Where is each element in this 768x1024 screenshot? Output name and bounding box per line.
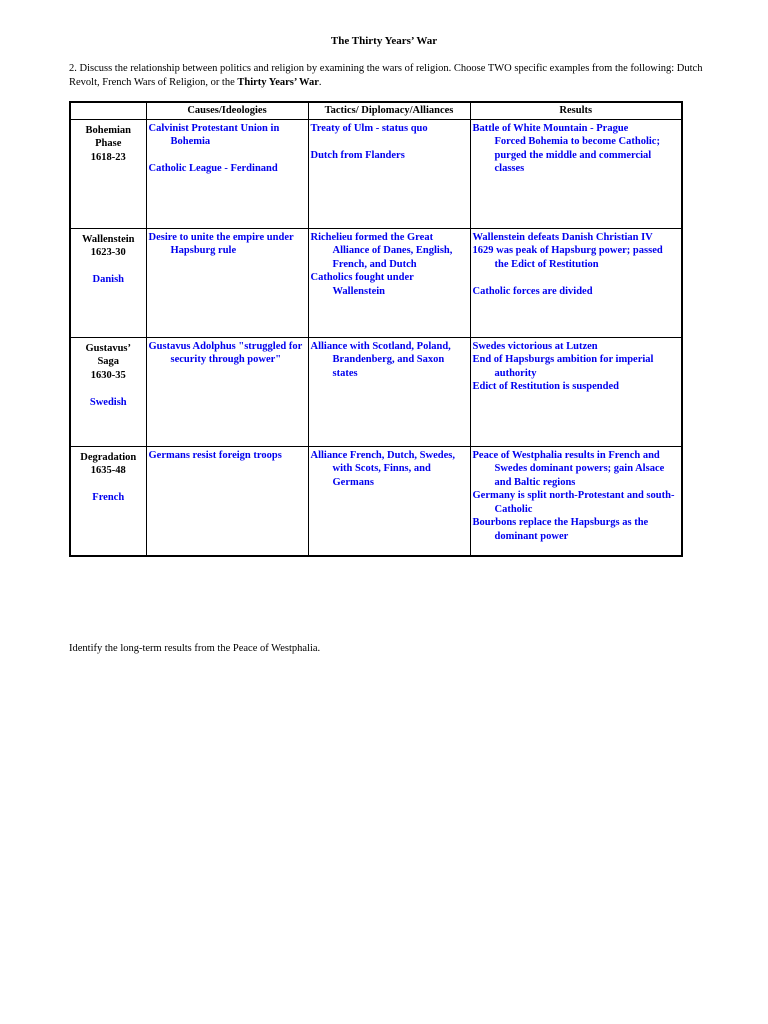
table-row [70, 337, 682, 446]
results-cell [470, 446, 682, 556]
tactics-item: Dutch from Flanders [310, 149, 405, 161]
header-causes: Causes/Ideologies [146, 102, 308, 119]
results-cell [470, 119, 682, 228]
header-row [70, 102, 682, 119]
causes-cell [146, 337, 308, 446]
phase-line: Phase [95, 138, 122, 149]
results-item: Battle of White Mountain - Prague [472, 122, 629, 134]
phase-line: Saga [97, 356, 120, 367]
phase-line: Gustavus’ [85, 342, 131, 354]
results-item: Forced Bohemia to become Catholic; purged the middle and commercial classes [494, 136, 660, 174]
tactics-cell [308, 337, 470, 446]
war-table [69, 101, 683, 557]
phase-cell [70, 228, 146, 337]
causes-item: Catholic League - Ferdinand [148, 163, 278, 174]
header-tactics: Tactics/ Diplomacy/Alliances [308, 102, 470, 119]
question-end: . [318, 77, 322, 88]
causes-item: Calvinist Protestant Union in Bohemia [148, 122, 280, 147]
table-row [70, 228, 682, 337]
phase-line: 1618-23 [90, 151, 126, 163]
results-item: Swedes victorious at Lutzen [472, 340, 598, 352]
causes-item: Gustavus Adolphus "struggled for security through power" [148, 340, 303, 365]
table-row [70, 119, 682, 228]
phase-nation: Danish [92, 274, 124, 285]
tactics-item: Alliance French, Dutch, Swedes, with Scots, Finns, and Germans [310, 449, 455, 488]
tactics-item: Catholics fought under Wallenstein [310, 272, 414, 297]
causes-item: Desire to unite the empire under Hapsburg rule [148, 231, 294, 256]
causes-cell [146, 446, 308, 556]
question-text [69, 62, 709, 90]
results-item: Catholic forces are divided [472, 285, 593, 297]
phase-cell [70, 446, 146, 556]
phase-line: Degradation [80, 451, 137, 463]
phase-nation: Swedish [89, 396, 127, 408]
phase-line: 1623-30 [90, 247, 126, 258]
tactics-item: Alliance with Scotland, Poland, Brandenberg, and Saxon states [310, 340, 451, 379]
results-cell [470, 337, 682, 446]
phase-line: 1635-48 [90, 465, 126, 476]
results-item: End of Hapsburgs ambition for imperial authority [472, 354, 654, 379]
tactics-cell [308, 119, 470, 228]
phase-line: Bohemian [85, 124, 131, 136]
tactics-cell [308, 228, 470, 337]
phase-line: 1630-35 [90, 369, 126, 381]
identify-prompt: Identify the long-term results from the Peace of Westphalia. [69, 643, 321, 654]
header-results: Results [470, 102, 682, 119]
results-item: Edict of Restitution is suspended [472, 381, 619, 392]
phase-cell [70, 337, 146, 446]
results-item: Germany is split north-Protestant and south-Catholic [472, 490, 675, 515]
results-item: 1629 was peak of Hapsburg power; passed the Edict of Restitution [472, 245, 663, 270]
tactics-cell [308, 446, 470, 556]
question-bold: Thirty Years’ War [237, 77, 319, 88]
results-item: Bourbons replace the Hapsburgs as the dominant power [472, 517, 649, 542]
results-item: Peace of Westphalia results in French and Swedes dominant powers; gain Alsace and Baltic regions [472, 449, 665, 488]
causes-item: Germans resist foreign troops [148, 449, 282, 461]
tactics-item: Treaty of Ulm - status quo [310, 122, 428, 134]
phase-cell [70, 119, 146, 228]
causes-cell [146, 228, 308, 337]
phase-line: Wallenstein [81, 233, 135, 245]
tactics-item: Richelieu formed the Great Alliance of Danes, English, French, and Dutch [310, 231, 453, 270]
causes-cell [146, 119, 308, 228]
results-item: Wallenstein defeats Danish Christian IV [472, 231, 653, 243]
results-cell [470, 228, 682, 337]
header-phase [70, 102, 146, 119]
table-row [70, 446, 682, 556]
phase-nation: French [92, 492, 125, 503]
question-part1: 2. Discuss the relationship between politics and religion by examining the wars of religion. Choose TWO specific examples from the following: Dutch Revolt, French Wars of Religion, or the [69, 63, 703, 88]
page-title: The Thirty Years’ War [330, 35, 438, 47]
